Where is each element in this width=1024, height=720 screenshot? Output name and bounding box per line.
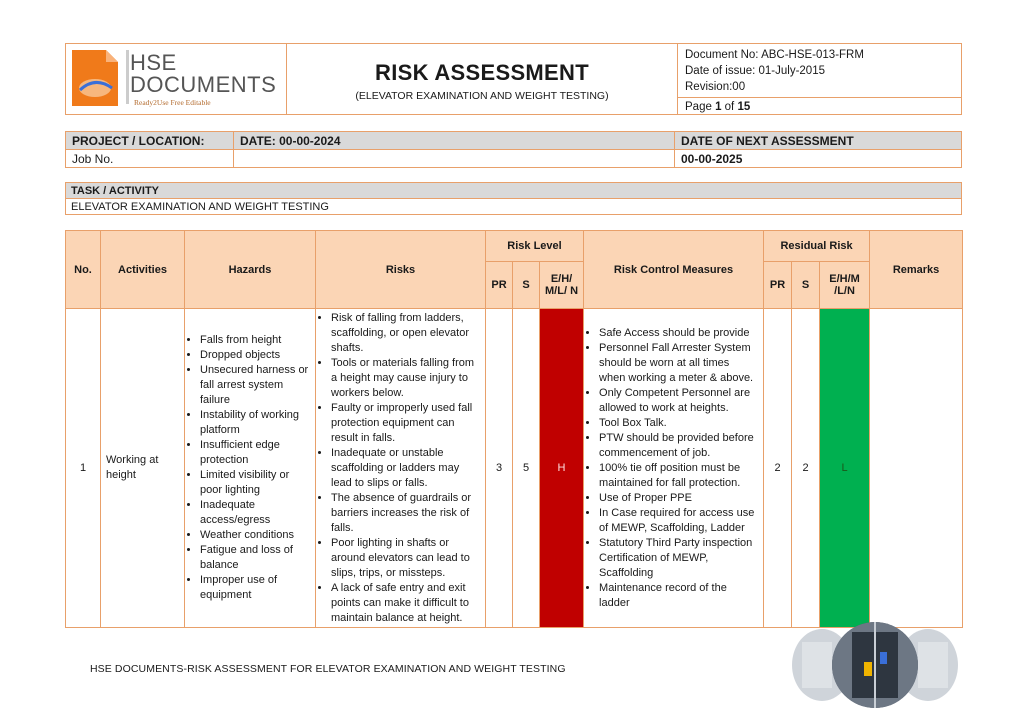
control-item: • Only Competent Personnel are allowed to work at heights. <box>599 386 758 416</box>
revision: Revision:00 <box>685 81 746 93</box>
logo-text-documents: DOCUMENTS <box>130 72 277 97</box>
hazard-item: • Fatigue and loss of balance <box>200 543 310 573</box>
col-s: S <box>513 262 540 309</box>
row-residual-pr: 2 <box>764 309 792 628</box>
project-table <box>65 131 962 168</box>
col-residual-risk: Residual Risk <box>764 231 870 262</box>
hazard-item: • Insufficient edge protection <box>200 438 310 468</box>
assessment-date: DATE: 00-00-2024 <box>234 132 675 150</box>
col-risk-level: Risk Level <box>486 231 584 262</box>
hazard-item: • Unsecured harness or fall arrest system failure <box>200 363 310 408</box>
risk-item: • Inadequate or unstable scaffolding or ladders may lead to slips or falls. <box>331 446 480 491</box>
col-no: No. <box>66 231 101 309</box>
row-hazards <box>185 309 316 628</box>
col-controls: Risk Control Measures <box>584 231 764 309</box>
row-residual-s: 2 <box>792 309 820 628</box>
row-remarks <box>870 309 963 628</box>
col-residual-s: S <box>792 262 820 309</box>
control-item: • In Case required for access use of MEWP, Scaffolding, Ladder <box>599 506 758 536</box>
control-item: • Personnel Fall Arrester System should be worn at all times when working a meter & above. <box>599 341 758 386</box>
row-risk-level: H <box>540 309 584 628</box>
page-indicator <box>678 97 961 115</box>
logo-area <box>66 44 287 114</box>
issue-date: Date of issue: 01-July-2015 <box>685 65 825 77</box>
table-row <box>66 309 963 628</box>
row-activity: Working at height <box>101 309 185 628</box>
risk-item: • Risk of falling from ladders, scaffolding, or open elevator shafts. <box>331 311 480 356</box>
col-residual-level: E/H/M /L/N <box>820 262 870 309</box>
row-controls <box>584 309 764 628</box>
hazard-item: • Falls from height <box>200 333 310 348</box>
document-meta <box>678 44 961 114</box>
elevator-image <box>792 622 958 708</box>
logo-tagline: Ready2Use Free Editable <box>134 98 211 107</box>
row-residual-level: L <box>820 309 870 628</box>
control-item: • Tool Box Talk. <box>599 416 758 431</box>
col-remarks: Remarks <box>870 231 963 309</box>
document-title: RISK ASSESSMENT <box>375 60 589 85</box>
hazard-item: • Inadequate access/egress <box>200 498 310 528</box>
task-value: ELEVATOR EXAMINATION AND WEIGHT TESTING <box>66 199 962 215</box>
controls-list <box>585 326 762 611</box>
risks-list <box>317 311 484 626</box>
hazard-item: • Dropped objects <box>200 348 310 363</box>
document-number: Document No: ABC-HSE-013-FRM <box>685 49 864 61</box>
col-hazards: Hazards <box>185 231 316 309</box>
project-location-label: PROJECT / LOCATION: <box>66 132 234 150</box>
control-item: • Use of Proper PPE <box>599 491 758 506</box>
task-label: TASK / ACTIVITY <box>66 183 962 199</box>
risk-item: • A lack of safe entry and exit points can make it difficult to maintain balance at height. <box>331 581 480 626</box>
hazard-item: • Limited visibility or poor lighting <box>200 468 310 498</box>
document-header <box>65 43 962 115</box>
task-table <box>65 182 962 215</box>
job-number-label: Job No. <box>66 150 234 168</box>
page-total: 15 <box>737 101 751 113</box>
page-of: of <box>721 101 738 113</box>
control-item: • PTW should be provided before commencement of job. <box>599 431 758 461</box>
col-residual-pr: PR <box>764 262 792 309</box>
document-subtitle: (ELEVATOR EXAMINATION AND WEIGHT TESTING) <box>355 90 609 102</box>
control-item: • Safe Access should be provide <box>599 326 758 341</box>
col-pr: PR <box>486 262 513 309</box>
document-logo-icon <box>70 48 120 108</box>
risk-table <box>65 230 963 628</box>
risk-item: • Faulty or improperly used fall protection equipment can result in falls. <box>331 401 480 446</box>
hazard-item: • Instability of working platform <box>200 408 310 438</box>
row-risks <box>316 309 486 628</box>
hazards-list <box>186 333 314 603</box>
risk-item: • The absence of guardrails or barriers increases the risk of falls. <box>331 491 480 536</box>
row-pr: 3 <box>486 309 513 628</box>
next-assessment-label: DATE OF NEXT ASSESSMENT <box>675 132 962 150</box>
control-item: • Maintenance record of the ladder <box>599 581 758 611</box>
next-assessment-date: 00-00-2025 <box>675 150 962 168</box>
risk-item: • Tools or materials falling from a height may cause injury to workers below. <box>331 356 480 401</box>
col-risks: Risks <box>316 231 486 309</box>
hazard-item: • Weather conditions <box>200 528 310 543</box>
logo-text-hse: HSE <box>130 50 177 75</box>
control-item: • Statutory Third Party inspection Certification of MEWP, Scaffolding <box>599 536 758 581</box>
job-number-value <box>234 150 675 168</box>
page-number: 1 <box>715 101 722 113</box>
col-activities: Activities <box>101 231 185 309</box>
risk-item: • Poor lighting in shafts or around elevators can lead to slips, trips, or missteps. <box>331 536 480 581</box>
row-s: 5 <box>513 309 540 628</box>
hazard-item: • Improper use of equipment <box>200 573 310 603</box>
title-area <box>287 44 678 114</box>
logo-divider <box>126 50 129 104</box>
row-number: 1 <box>66 309 101 628</box>
col-level: E/H/ M/L/ N <box>540 262 584 309</box>
control-item: • 100% tie off position must be maintained for fall protection. <box>599 461 758 491</box>
page-footer: HSE DOCUMENTS-RISK ASSESSMENT FOR ELEVATOR EXAMINATION AND WEIGHT TESTING <box>90 663 566 675</box>
page-label: Page <box>685 101 716 113</box>
